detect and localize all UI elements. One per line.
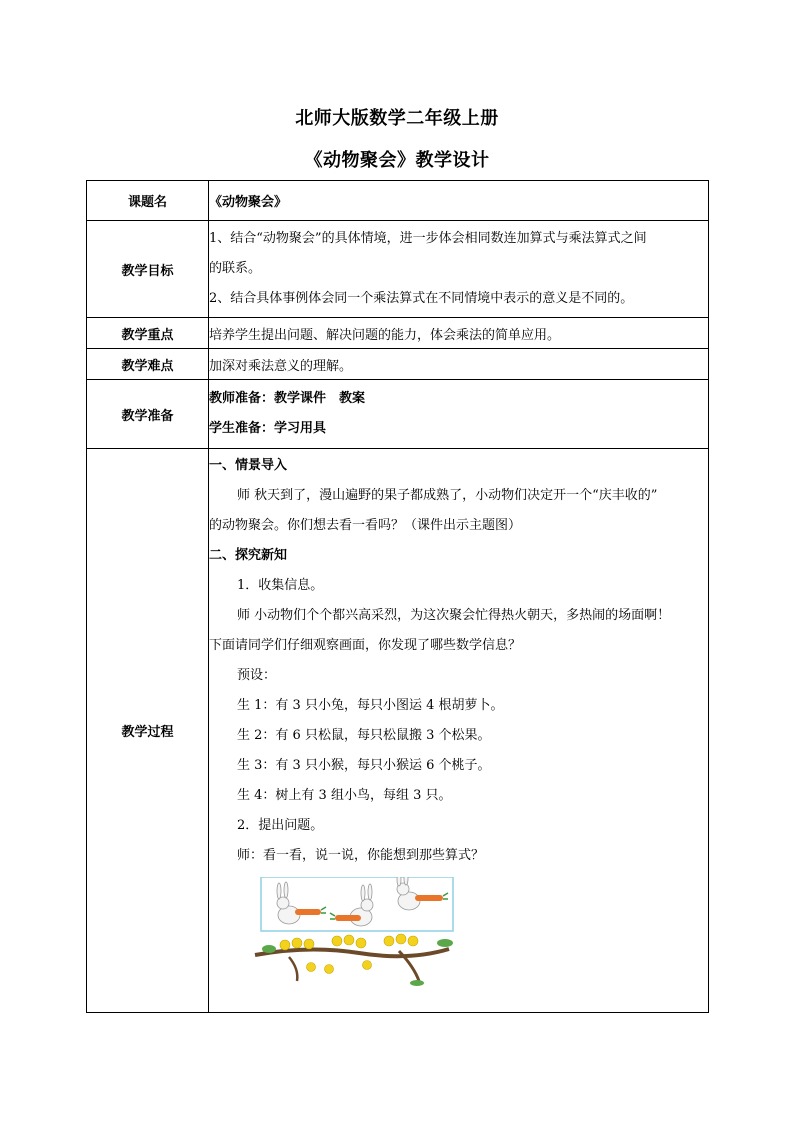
row-process (87, 449, 709, 1013)
label-goals: 教学目标 (87, 221, 209, 318)
row-preparation (87, 380, 709, 449)
process-line: 生 1：有 3 只小兔，每只小图运 4 根胡萝卜。 (237, 698, 504, 713)
rabbits-and-birds-image (249, 877, 459, 987)
lesson-plan-table (86, 180, 709, 1013)
birds-on-branch-picture (255, 934, 453, 986)
process-line: 1．收集信息。 (237, 578, 324, 593)
value-process (209, 449, 709, 1013)
process-line: 生 4：树上有 3 组小鸟，每组 3 只。 (237, 788, 452, 803)
value-goals (209, 221, 709, 318)
process-line: 生 2：有 6 只松鼠，每只松鼠搬 3 个松果。 (237, 728, 491, 743)
goal-line-2: 的联系。 (209, 261, 262, 276)
teacher-preparation: 教师准备：教学课件 教案 (209, 391, 366, 406)
row-difficulty (87, 349, 709, 380)
section-heading-1: 一、情景导入 (209, 458, 288, 473)
row-key-point (87, 318, 709, 349)
process-line: 生 3：有 3 只小猴，每只小猴运 6 个桃子。 (237, 758, 491, 773)
value-key-point: 培养学生提出问题、解决问题的能力，体会乘法的简单应用。 (209, 318, 709, 349)
label-topic: 课题名 (87, 181, 209, 221)
value-preparation (209, 380, 709, 449)
topic-text: 《动物聚会》 (209, 195, 288, 210)
document-subtitle: 《动物聚会》教学设计 (304, 150, 490, 171)
process-line: 师 小动物们个个都兴高采烈，为这次聚会忙得热火朝天，多热闹的场面啊！ (237, 608, 671, 623)
process-line: 师：看一看，说一说，你能想到那些算式？ (237, 848, 485, 863)
process-line: 2．提出问题。 (237, 818, 324, 833)
row-goals (87, 221, 709, 318)
process-line: 师 秋天到了，漫山遍野的果子都成熟了，小动物们决定开一个“庆丰收的” (237, 488, 658, 503)
row-topic (87, 181, 709, 221)
rabbits-picture (261, 877, 453, 931)
student-preparation: 学生准备：学习用具 (209, 421, 327, 436)
section-heading-2: 二、探究新知 (209, 548, 288, 563)
process-line: 预设： (237, 668, 277, 683)
document-title: 北师大版数学二年级上册 (295, 108, 499, 129)
value-difficulty: 加深对乘法意义的理解。 (209, 349, 709, 380)
label-key-point: 教学重点 (87, 318, 209, 349)
process-line: 下面请同学们仔细观察画面，你发现了哪些数学信息？ (209, 638, 522, 653)
illustration (249, 877, 459, 987)
process-line: 的动物聚会。你们想去看一看吗？（课件出示主题图） (209, 518, 522, 533)
goal-line-3: 2、结合具体事例体会同一个乘法算式在不同情境中表示的意义是不同的。 (209, 291, 634, 306)
label-preparation: 教学准备 (87, 380, 209, 449)
label-difficulty: 教学难点 (87, 349, 209, 380)
label-process: 教学过程 (87, 449, 209, 1013)
goal-line-1: 1、结合“动物聚会”的具体情境，进一步体会相同数连加算式与乘法算式之间 (209, 231, 647, 246)
value-topic (209, 181, 709, 221)
